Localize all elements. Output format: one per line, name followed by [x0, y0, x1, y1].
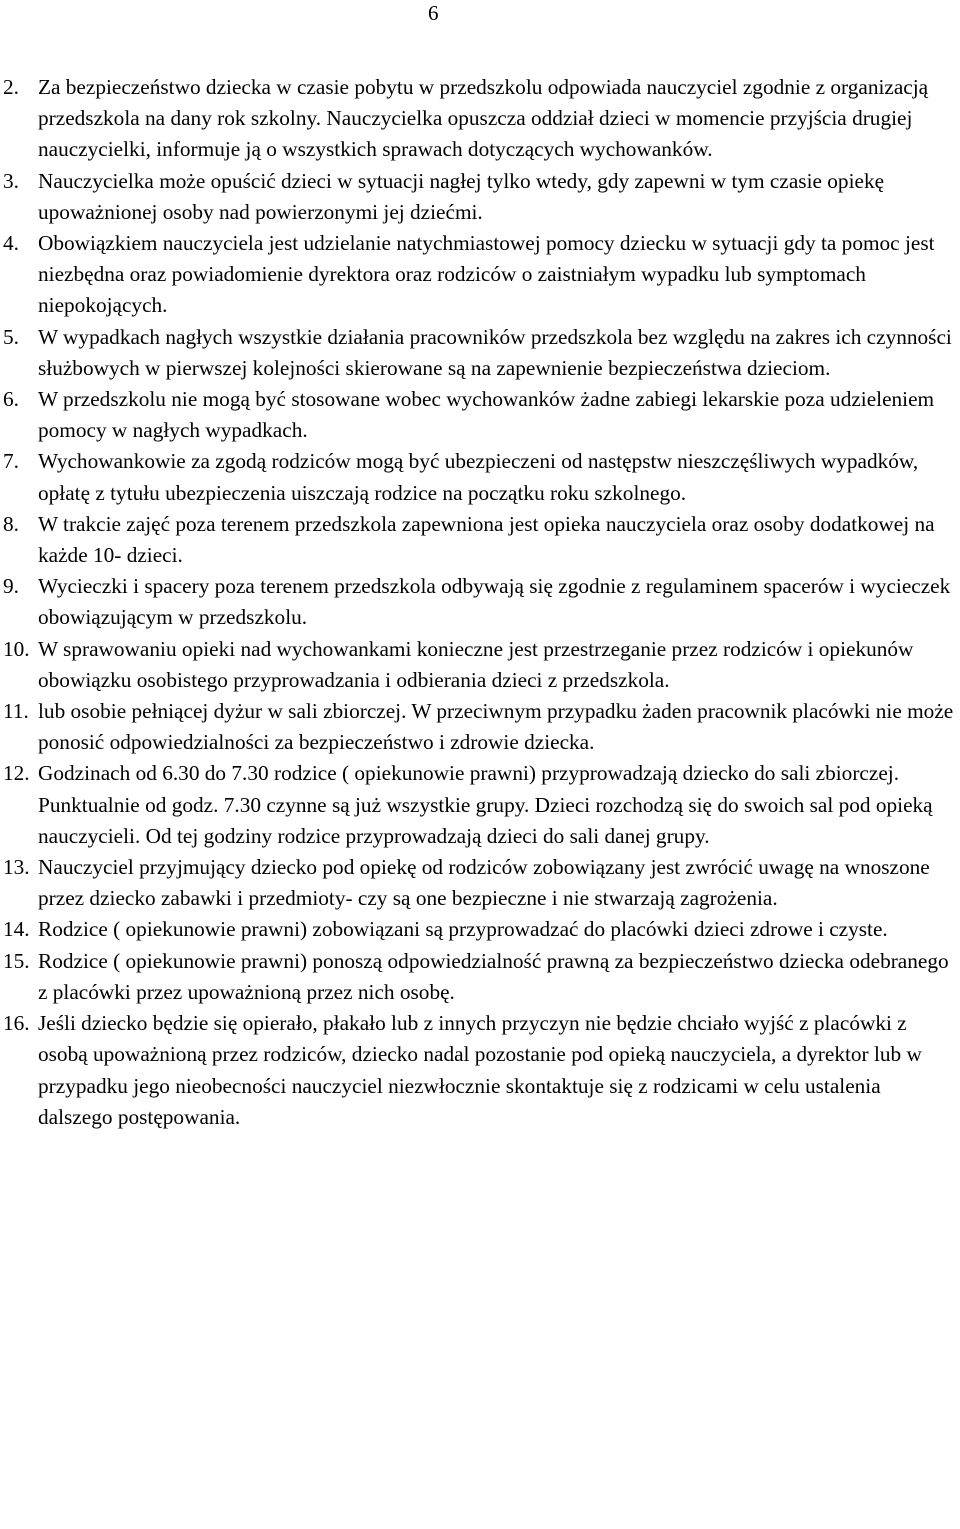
item-paragraph	[38, 322, 956, 384]
item-text: Nauczycielka może opuścić dzieci w sytuacji nagłej tylko wtedy, gdy zapewni w tym czasie opiekę upoważnionej osoby nad powierzonymi jej dziećmi.	[38, 168, 885, 224]
list-item	[0, 946, 960, 1008]
item-text: Rodzice ( opiekunowie prawni) zobowiązani są przyprowadzać do placówki dzieci zdrowe i czyste.	[38, 917, 888, 942]
item-number: 8.	[3, 511, 19, 536]
item-number: 6.	[3, 387, 19, 412]
list-item	[0, 384, 960, 446]
item-number: 7.	[3, 449, 19, 474]
item-paragraph	[38, 946, 956, 1008]
item-number: 2.	[3, 75, 19, 99]
item-paragraph	[38, 914, 956, 945]
item-number: 10.	[3, 636, 30, 661]
item-number: 14.	[3, 917, 30, 942]
item-text: W sprawowaniu opieki nad wychowankami konieczne jest przestrzeganie przez rodziców i opiekunów obowiązku osobistego przyprowadzania i odbierania dzieci z przedszkola.	[38, 636, 914, 692]
regulation-list	[0, 72, 960, 1133]
list-item	[0, 446, 960, 508]
item-number: 13.	[3, 855, 30, 880]
item-text: lub osobie pełniącej dyżur w sali zbiorczej. W przeciwnym przypadku żaden pracownik placówki nie może ponosić odpowiedzialności za bezpieczeństwo i zdrowie dziecka.	[38, 699, 954, 755]
item-paragraph	[38, 571, 956, 633]
item-text: Za bezpieczeństwo dziecka w czasie pobytu w przedszkolu odpowiada nauczyciel zgodnie z organizacją przedszkola na dany rok szkolny. Nauczycielka opuszcza oddział dzieci w momencie przyjścia drugiej nauczycielki, informuje ją o wszystkich sprawach dotyczących wychowanków.	[38, 75, 929, 162]
item-paragraph	[38, 72, 956, 166]
list-item	[0, 322, 960, 384]
item-number: 9.	[3, 574, 19, 599]
item-paragraph	[38, 166, 956, 228]
item-paragraph	[38, 758, 956, 852]
list-item	[0, 852, 960, 914]
item-number: 11.	[3, 699, 29, 724]
item-paragraph	[38, 1008, 956, 1133]
item-number: 15.	[3, 948, 30, 973]
item-text: W przedszkolu nie mogą być stosowane wobec wychowanków żadne zabiegi lekarskie poza udzieleniem pomocy w nagłych wypadkach.	[38, 387, 935, 443]
list-item	[0, 914, 960, 945]
list-item	[0, 634, 960, 696]
item-paragraph	[38, 446, 956, 508]
item-number: 12.	[3, 761, 30, 786]
item-paragraph	[38, 634, 956, 696]
item-number: 4.	[3, 231, 19, 256]
item-paragraph	[38, 509, 956, 571]
item-text: Wycieczki i spacery poza terenem przedszkola odbywają się zgodnie z regulaminem spacerów i wycieczek obowiązującym w przedszkolu.	[38, 574, 951, 630]
item-text: Wychowankowie za zgodą rodziców mogą być ubezpieczeni od następstw nieszczęśliwych wypadków, opłatę z tytułu ubezpieczenia uiszczają rodzice na początku roku szkolnego.	[38, 449, 919, 505]
item-number: 16.	[3, 1011, 30, 1036]
item-number: 5.	[3, 324, 19, 349]
item-text: Obowiązkiem nauczyciela jest udzielanie natychmiastowej pomocy dziecku w sytuacji gdy ta pomoc jest niezbędna oraz powiadomienie dyrektora oraz rodziców o zaistniałym wypadku lub symptomach niepokojących.	[38, 231, 935, 318]
item-number: 3.	[3, 168, 19, 193]
item-text: Rodzice ( opiekunowie prawni) ponoszą odpowiedzialność prawną za bezpieczeństwo dziecka odebranego z placówki przez upoważnioną przez nich osobę.	[38, 948, 949, 1004]
page-number: 6	[428, 1, 439, 25]
item-text: Jeśli dziecko będzie się opierało, płakało lub z innych przyczyn nie będzie chciało wyjść z placówki z osobą upoważnioną przez rodziców, dziecko nadal pozostanie pod opieką nauczyciela, a dyrektor lub w przypadku jego nieobecności nauczyciel niezwłocznie skontaktuje się z rodzicami w celu ustalenia dalszego postępowania.	[38, 1011, 922, 1129]
list-item	[0, 72, 960, 166]
list-item	[0, 696, 960, 758]
item-text: Nauczyciel przyjmujący dziecko pod opiekę od rodziców zobowiązany jest zwrócić uwagę na wnoszone przez dziecko zabawki i przedmioty- czy są one bezpieczne i nie stwarzają zagrożenia.	[38, 855, 930, 911]
item-paragraph	[38, 384, 956, 446]
item-paragraph	[38, 852, 956, 914]
item-text: Godzinach od 6.30 do 7.30 rodzice ( opiekunowie prawni) przyprowadzają dziecko do sali zbiorczej. Punktualnie od godz. 7.30 czynne są już wszystkie grupy. Dzieci rozchodzą się do swoich sal pod opieką nauczycieli. Od tej godziny rodzice przyprowadzają dzieci do sali danej grupy.	[38, 761, 933, 848]
list-item	[0, 509, 960, 571]
item-paragraph	[38, 228, 956, 322]
item-paragraph	[38, 696, 956, 758]
list-item	[0, 1008, 960, 1133]
item-text: W trakcie zajęć poza terenem przedszkola zapewniona jest opieka nauczyciela oraz osoby dodatkowej na każde 10- dzieci.	[38, 511, 935, 568]
item-text: W wypadkach nagłych wszystkie działania pracowników przedszkola bez względu na zakres ich czynności służbowych w pierwszej kolejności skierowane są na zapewnienie bezpieczeństwa dzieciom.	[38, 324, 952, 380]
list-item	[0, 228, 960, 322]
list-item	[0, 758, 960, 852]
list-item	[0, 571, 960, 633]
list-item	[0, 166, 960, 228]
